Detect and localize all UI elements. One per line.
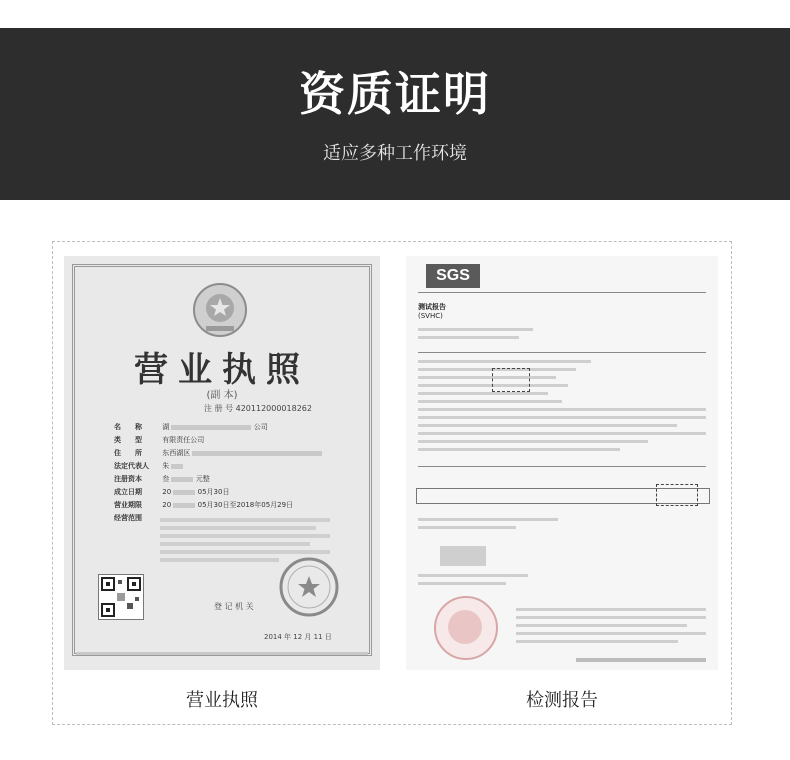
license-field-row	[114, 448, 354, 461]
sgs-report-image	[406, 256, 718, 670]
field-key: 类 型	[114, 436, 142, 444]
license-reg-number: 注 册 号 420112000018262	[204, 404, 312, 413]
field-value: 叁	[162, 475, 170, 483]
license-title: 营业执照	[134, 350, 310, 390]
field-suffix: 05月30日	[197, 488, 230, 496]
redacted-bar	[173, 503, 195, 508]
report-text-block	[418, 574, 528, 590]
field-key: 注册资本	[114, 475, 142, 483]
official-seal-icon	[278, 556, 340, 618]
field-value: 20	[162, 501, 172, 509]
qr-code-icon	[98, 574, 144, 620]
license-copy-label: (副 本)	[206, 390, 238, 401]
license-field-row	[114, 435, 354, 448]
report-seal-center	[448, 610, 482, 644]
report-subheading: (SVHC)	[418, 312, 443, 320]
field-value: 20	[162, 488, 172, 496]
license-caption: 营业执照	[186, 690, 258, 711]
report-rule	[418, 466, 706, 467]
registration-authority: 登 记 机 关	[214, 602, 254, 611]
field-value: 湖	[162, 423, 170, 431]
report-footer-line	[576, 658, 706, 662]
field-key: 成立日期	[114, 488, 142, 496]
field-value: 朱	[162, 462, 170, 470]
license-field-row	[114, 500, 354, 513]
report-text-block	[418, 518, 558, 534]
license-field-row	[114, 474, 354, 487]
report-fine-print	[516, 608, 706, 648]
license-issue-date: 2014 年 12 月 11 日	[264, 633, 332, 641]
redacted-bar	[192, 451, 322, 456]
license-field-row	[114, 422, 354, 435]
field-key: 经营范围	[114, 514, 142, 522]
report-rule	[418, 352, 706, 353]
license-footer-line	[76, 652, 368, 655]
report-rule	[418, 292, 706, 293]
field-suffix: 公司	[253, 423, 268, 431]
license-field-row	[114, 461, 354, 474]
field-key: 住 所	[114, 449, 142, 457]
national-emblem-icon	[192, 282, 248, 338]
report-heading: 测试报告	[418, 303, 446, 311]
field-value: 有限责任公司	[162, 436, 205, 444]
field-key: 名 称	[114, 423, 142, 431]
field-key: 营业期限	[114, 501, 142, 509]
field-key: 法定代表人	[114, 462, 149, 470]
redacted-bar	[171, 464, 183, 469]
highlight-box	[492, 368, 530, 392]
redacted-bar	[171, 425, 251, 430]
business-license-image	[64, 256, 380, 670]
redacted-signature	[440, 546, 486, 566]
field-value: 东西湖区	[162, 449, 191, 457]
license-fields	[114, 422, 354, 526]
redacted-bar	[171, 477, 193, 482]
highlight-box	[656, 484, 698, 506]
report-text-block	[418, 360, 706, 456]
page-title: 资质证明	[299, 67, 491, 121]
report-text-block	[418, 328, 706, 344]
report-caption: 检测报告	[526, 690, 598, 711]
field-suffix: 05月30日至2018年05月29日	[197, 501, 294, 509]
license-field-row	[114, 487, 354, 500]
field-suffix: 元整	[195, 475, 210, 483]
page-subtitle: 适应多种工作环境	[323, 143, 467, 164]
sgs-logo: SGS	[426, 264, 480, 288]
redacted-bar	[173, 490, 195, 495]
